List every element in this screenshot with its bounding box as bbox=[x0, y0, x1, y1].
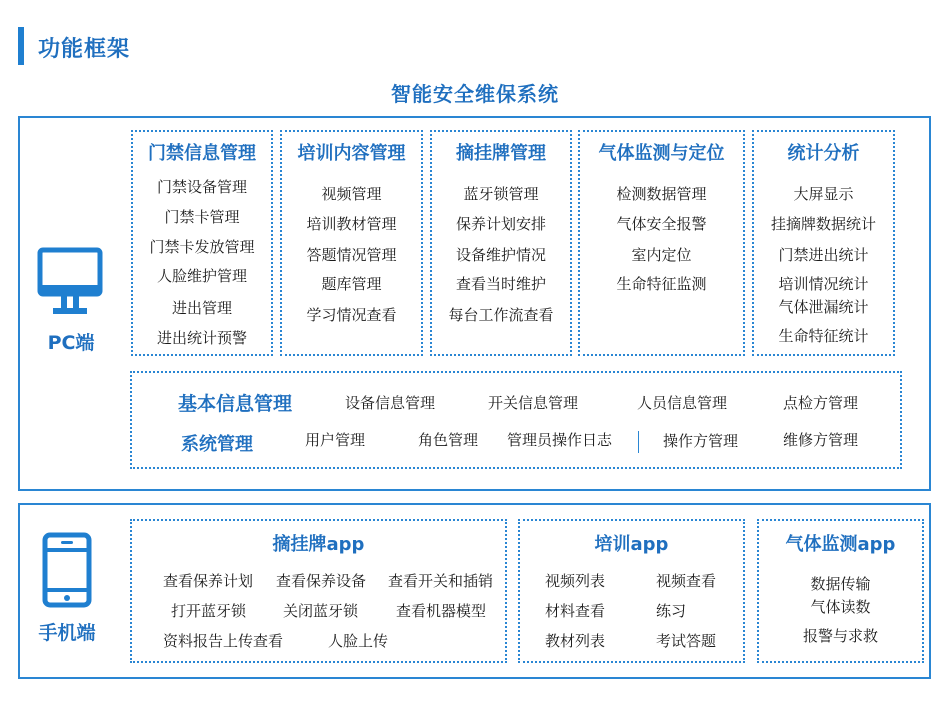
module-training bbox=[280, 130, 423, 356]
module-title: 门禁信息管理 bbox=[148, 143, 256, 164]
app-item: 视频查看 bbox=[656, 572, 717, 590]
system-mgmt-item: 管理员操作日志 bbox=[507, 431, 613, 449]
module-item: 生命特征监测 bbox=[616, 275, 707, 293]
app-title: 气体监测app bbox=[785, 534, 896, 555]
system-mgmt-item: 维修方管理 bbox=[783, 431, 859, 449]
module-title: 摘挂牌管理 bbox=[456, 143, 546, 164]
basic-info-item: 开关信息管理 bbox=[488, 394, 579, 412]
module-tagging bbox=[430, 130, 572, 356]
module-item: 检测数据管理 bbox=[616, 185, 707, 203]
module-item: 查看当时维护 bbox=[455, 275, 546, 293]
pc-label: PC端 bbox=[47, 332, 95, 354]
module-access-control bbox=[131, 130, 273, 356]
module-title: 统计分析 bbox=[787, 143, 860, 164]
module-item: 进出管理 bbox=[171, 299, 232, 317]
app-item: 材料查看 bbox=[545, 602, 606, 620]
app-item: 查看开关和插销 bbox=[388, 572, 494, 590]
app-item: 打开蓝牙锁 bbox=[171, 602, 247, 620]
module-item: 大屏显示 bbox=[793, 185, 854, 203]
module-item: 门禁进出统计 bbox=[778, 246, 869, 264]
module-item: 进出统计预警 bbox=[156, 329, 247, 347]
system-title: 智能安全维保系统 bbox=[391, 82, 559, 106]
module-item: 门禁设备管理 bbox=[156, 178, 247, 196]
module-statistics bbox=[752, 130, 895, 356]
system-mgmt-item: 角色管理 bbox=[418, 431, 479, 449]
module-item: 门禁卡管理 bbox=[164, 208, 240, 226]
module-item: 门禁卡发放管理 bbox=[149, 238, 255, 256]
app-item: 资料报告上传查看 bbox=[163, 632, 284, 650]
phone-icon bbox=[42, 532, 92, 608]
app-item: 查看保养计划 bbox=[163, 572, 254, 590]
module-item: 生命特征统计 bbox=[778, 327, 869, 345]
basic-info-title: 基本信息管理 bbox=[178, 393, 293, 415]
app-item: 视频列表 bbox=[545, 572, 606, 590]
app-item: 教材列表 bbox=[545, 632, 606, 650]
basic-info-item: 点检方管理 bbox=[783, 394, 859, 412]
app-item: 考试答题 bbox=[656, 632, 717, 650]
module-gas-monitoring bbox=[578, 130, 745, 356]
module-item: 每台工作流查看 bbox=[448, 306, 554, 324]
app-item: 查看机器模型 bbox=[396, 602, 487, 620]
module-item: 题库管理 bbox=[321, 275, 382, 293]
module-item: 培训教材管理 bbox=[306, 215, 397, 233]
module-item: 视频管理 bbox=[321, 185, 382, 203]
module-item: 设备维护情况 bbox=[455, 246, 546, 264]
app-title: 摘挂牌app bbox=[272, 534, 365, 555]
module-title: 气体监测与定位 bbox=[598, 143, 725, 164]
app-item: 关闭蓝牙锁 bbox=[283, 602, 359, 620]
separator-line bbox=[638, 431, 639, 453]
basic-info-item: 人员信息管理 bbox=[637, 394, 728, 412]
system-mgmt-title: 系统管理 bbox=[181, 434, 253, 455]
module-item: 人脸维护管理 bbox=[156, 267, 247, 285]
section-accent-bar bbox=[18, 27, 24, 65]
section-title: 功能框架 bbox=[38, 37, 131, 62]
monitor-icon bbox=[37, 247, 103, 319]
mobile-label: 手机端 bbox=[38, 622, 96, 644]
app-item: 练习 bbox=[656, 602, 687, 620]
module-item: 蓝牙锁管理 bbox=[463, 185, 539, 203]
app-item: 数据传输 bbox=[810, 575, 871, 593]
module-item: 室内定位 bbox=[631, 246, 692, 264]
app-item: 气体读数 bbox=[810, 598, 871, 616]
system-mgmt-item: 操作方管理 bbox=[663, 432, 739, 450]
module-item: 挂摘牌数据统计 bbox=[770, 215, 876, 233]
app-gas-monitoring bbox=[757, 519, 924, 663]
app-item: 人脸上传 bbox=[328, 632, 389, 650]
module-item: 答题情况管理 bbox=[306, 246, 397, 264]
module-item: 学习情况查看 bbox=[306, 306, 397, 324]
module-item: 培训情况统计 bbox=[778, 275, 869, 293]
module-item: 气体安全报警 bbox=[616, 215, 707, 233]
app-item: 查看保养设备 bbox=[276, 572, 367, 590]
system-mgmt-item: 用户管理 bbox=[305, 431, 366, 449]
module-title: 培训内容管理 bbox=[297, 143, 406, 164]
basic-info-item: 设备信息管理 bbox=[345, 394, 436, 412]
module-item: 气体泄漏统计 bbox=[778, 298, 869, 316]
app-title: 培训app bbox=[594, 534, 669, 555]
app-item: 报警与求救 bbox=[802, 627, 878, 645]
module-item: 保养计划安排 bbox=[455, 215, 546, 233]
